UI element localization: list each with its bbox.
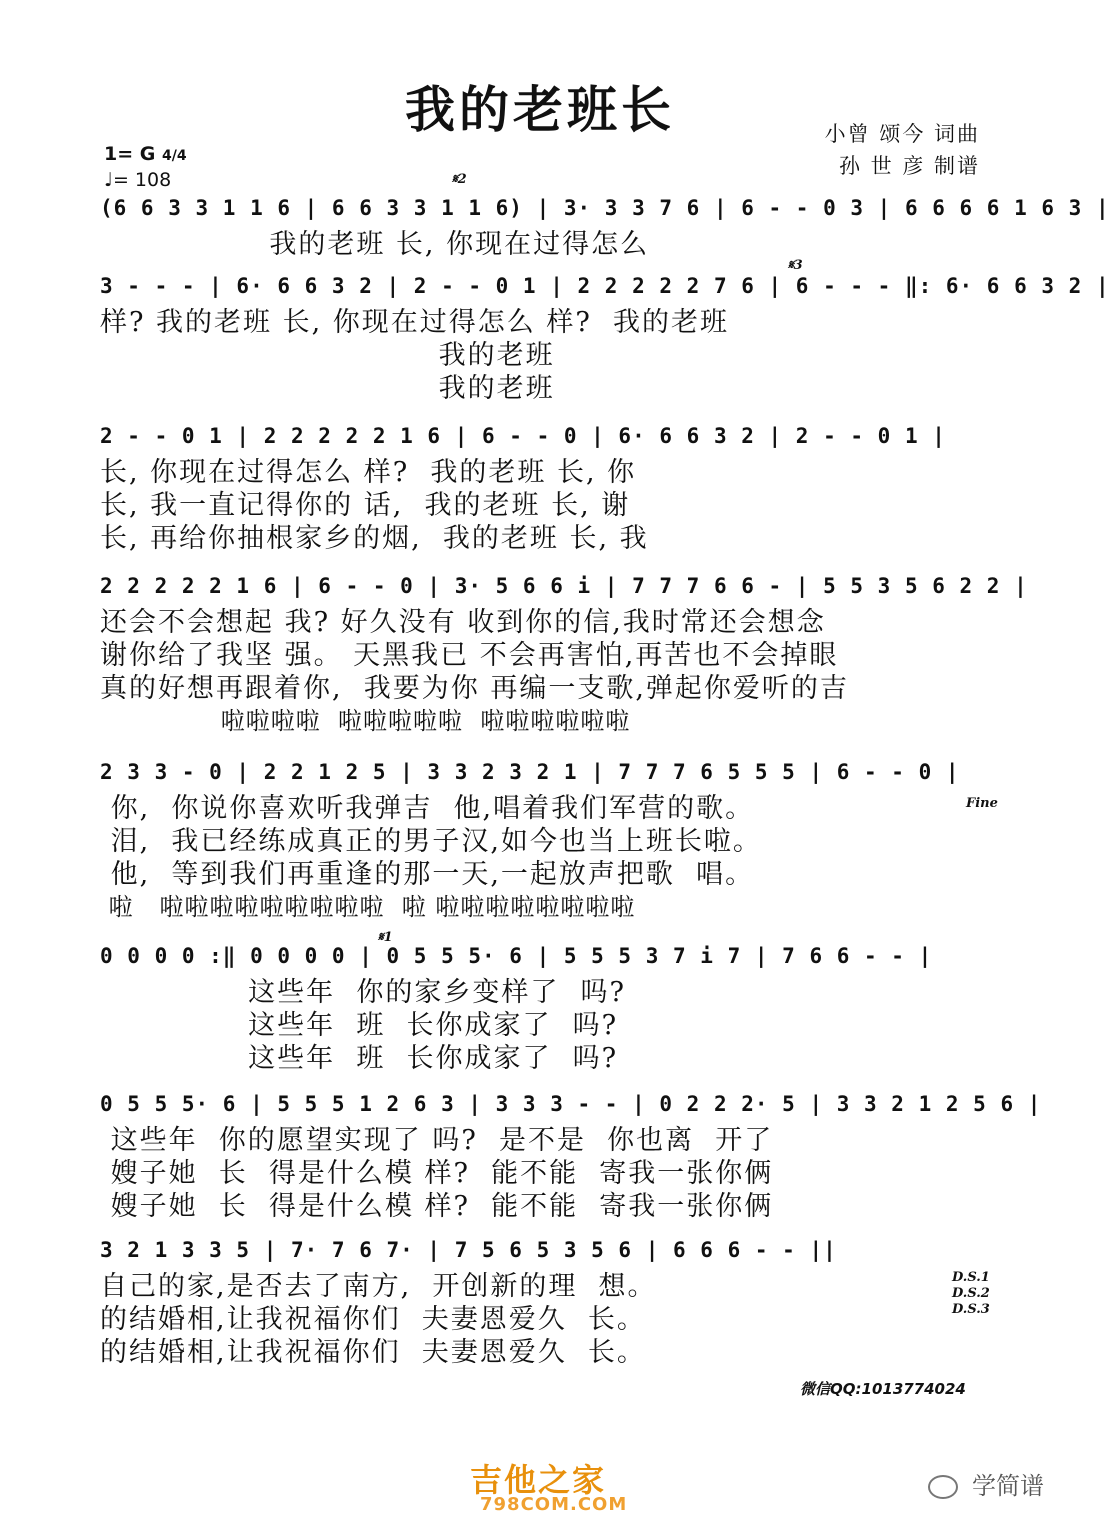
score-system-7 bbox=[100, 1084, 1042, 1223]
lyric-line: 这些年 你的家乡变样了 吗? bbox=[100, 977, 626, 1008]
segno-1-mark: 𝄋1 bbox=[378, 930, 393, 945]
score-system-3 bbox=[100, 416, 978, 555]
site-url: 798COM.COM bbox=[480, 1494, 628, 1515]
ds2-mark: D.S.2 bbox=[952, 1286, 990, 1301]
wechat-account-name: 学简谱 bbox=[972, 1472, 1044, 1500]
lyric-line: 啦啦啦啦 啦啦啦啦啦 啦啦啦啦啦啦 bbox=[100, 707, 631, 735]
notation-line: 0 0 0 0 :‖ 0 0 0 0 | 0 5 5 5· 6 | 5 5 5 3 7 i 7 | 7 6 6 - - | bbox=[100, 944, 933, 968]
notation-line: 2 - - 0 1 | 2 2 2 2 2 1 6 | 6 - - 0 | 6· 6 6 3 2 | 2 - - 0 1 | bbox=[100, 424, 946, 448]
ds1-mark: D.S.1 bbox=[952, 1270, 990, 1285]
notation-line: 0 5 5 5· 6 | 5 5 5 1 2 6 3 | 3 3 3 - - | 0 2 2 2· 5 | 3 3 2 1 2 5 6 | bbox=[100, 1092, 1042, 1116]
notation-line: 2 3 3 - 0 | 2 2 1 2 5 | 3 3 2 3 2 1 | 7 7 7 6 5 5 5 | 6 - - 0 | bbox=[100, 760, 960, 784]
lyric-line: 长, 你现在过得怎么 样? 我的老班 长, 你 bbox=[100, 457, 637, 488]
lyric-line: 真的好想再跟着你, 我要为你 再编一支歌,弹起你爱听的吉 bbox=[100, 673, 849, 704]
key-signature bbox=[104, 143, 187, 165]
lyric-line: 啦 啦啦啦啦啦啦啦啦啦 啦 啦啦啦啦啦啦啦啦 bbox=[100, 893, 636, 921]
score-system-1 bbox=[100, 188, 1110, 261]
notation-line: 2 2 2 2 2 1 6 | 6 - - 0 | 3· 5 6 6 i | 7 7 7 6 6 - | 5 5 3 5 6 2 2 | bbox=[100, 574, 1028, 598]
notation-line: 3 2 1 3 3 5 | 7· 7 6 7· | 7 5 6 5 3 5 6 | 6 6 6 - - || bbox=[100, 1238, 837, 1262]
lyric-line: 还会不会想起 我? 好久没有 收到你的信,我时常还会想念 bbox=[100, 607, 826, 638]
score-system-4 bbox=[100, 566, 1028, 738]
lyric-line: 的结婚相,让我祝福你们 夫妻恩爱久 长。 bbox=[100, 1337, 646, 1368]
lyric-line: 我的老班 长, 你现在过得怎么 bbox=[100, 229, 650, 260]
lyric-line: 这些年 班 长你成家了 吗? bbox=[100, 1010, 619, 1041]
lyric-line: 样? 我的老班 长, 你现在过得怎么 样? 我的老班 bbox=[100, 307, 730, 338]
lyric-line: 我的老班 bbox=[100, 373, 555, 404]
notation-line: 3 - - - | 6· 6 6 3 2 | 2 - - 0 1 | 2 2 2 2 2 7 6 | 6 - - - ‖: 6· 6 6 3 2 | bbox=[100, 274, 1110, 298]
lyric-line: 长, 我一直记得你的 话, 我的老班 长, 谢 bbox=[100, 490, 631, 521]
lyric-line: 他, 等到我们再重逢的那一天,一起放声把歌 唱。 bbox=[100, 859, 755, 890]
notation-line: (6 6 3 3 1 1 6 | 6 6 3 3 1 1 6) | 3· 3 3 7 6 | 6 - - 0 3 | 6 6 6 6 1 6 3 | bbox=[100, 196, 1110, 220]
fine-mark: Fine bbox=[966, 796, 998, 811]
segno-2-mark: 𝄋2 bbox=[452, 172, 467, 187]
key-label: 1= G bbox=[104, 143, 156, 165]
arranger-credit: 孙 世 彦 制谱 bbox=[838, 154, 980, 178]
lyric-line: 的结婚相,让我祝福你们 夫妻恩爱久 长。 bbox=[100, 1304, 646, 1335]
site-logo: 吉他之家 bbox=[470, 1461, 607, 1499]
score-system-8 bbox=[100, 1230, 978, 1369]
lyric-line: 泪, 我已经练成真正的男子汉,如今也当上班长啦。 bbox=[100, 826, 762, 857]
lyric-line: 这些年 班 长你成家了 吗? bbox=[100, 1043, 619, 1074]
lyric-line: 我的老班 bbox=[100, 340, 555, 371]
time-signature: 4/4 bbox=[161, 148, 187, 164]
wechat-icon bbox=[928, 1475, 958, 1499]
score-system-6 bbox=[100, 936, 978, 1075]
lyric-line: 这些年 你的愿望实现了 吗? 是不是 你也离 开了 bbox=[100, 1125, 774, 1156]
lyric-line: 你, 你说你喜欢听我弹吉 他,唱着我们军营的歌。 bbox=[100, 793, 755, 824]
lyricist-composer-credit: 小曾 颂今 词曲 bbox=[824, 122, 980, 146]
lyric-line: 嫂子她 长 得是什么模 样? 能不能 寄我一张你俩 bbox=[100, 1191, 774, 1222]
lyric-line: 嫂子她 长 得是什么模 样? 能不能 寄我一张你俩 bbox=[100, 1158, 774, 1189]
tempo-marking: ♩= 108 bbox=[104, 169, 172, 191]
wechat-account bbox=[928, 1466, 1044, 1501]
ds3-mark: D.S.3 bbox=[952, 1302, 990, 1317]
score-system-2 bbox=[100, 266, 1110, 405]
lyric-line: 长, 再给你抽根家乡的烟, 我的老班 长, 我 bbox=[100, 523, 649, 554]
lyric-line: 谢你给了我坚 强。 天黑我已 不会再害怕,再苦也不会掉眼 bbox=[100, 640, 839, 671]
contact-info: 微信QQ:1013774024 bbox=[800, 1380, 966, 1398]
page-title: 我的老班长 bbox=[405, 80, 675, 139]
score-system-5 bbox=[100, 752, 978, 924]
segno-3-mark: 𝄋3 bbox=[788, 258, 803, 273]
lyric-line: 自己的家,是否去了南方, 开创新的理 想。 bbox=[100, 1271, 657, 1302]
